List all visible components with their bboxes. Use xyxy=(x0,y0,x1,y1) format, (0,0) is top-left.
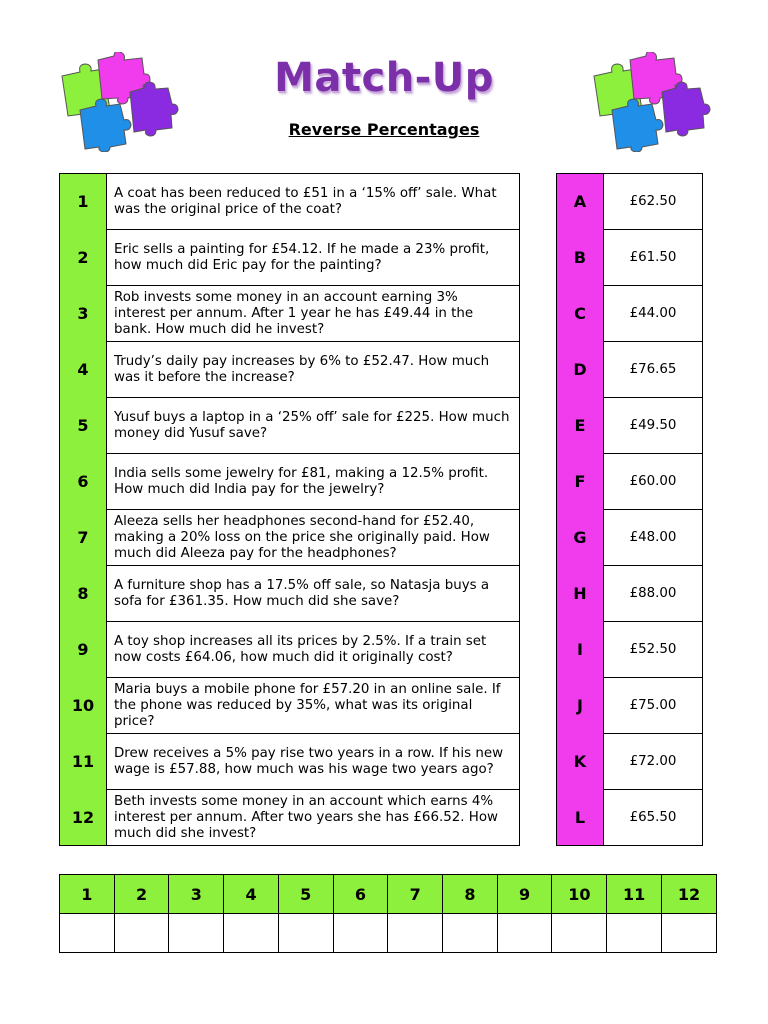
answer-row xyxy=(557,398,703,454)
answer-value: £62.50 xyxy=(604,174,703,230)
grid-header-cell: 4 xyxy=(224,875,279,914)
answer-grid xyxy=(59,874,717,953)
question-text: Trudy’s daily pay increases by 6% to £52.47. How much was it before the increase? xyxy=(107,342,520,398)
question-row xyxy=(60,398,520,454)
grid-answer-cell[interactable] xyxy=(224,914,279,953)
grid-answer-cell[interactable] xyxy=(278,914,333,953)
answer-value: £88.00 xyxy=(604,566,703,622)
question-number: 4 xyxy=(60,342,107,398)
answer-letter: I xyxy=(557,622,604,678)
question-number: 5 xyxy=(60,398,107,454)
question-text: Eric sells a painting for £54.12. If he made a 23% profit, how much did Eric pay for the painting? xyxy=(107,230,520,286)
answer-letter: L xyxy=(557,790,604,846)
answer-letter: C xyxy=(557,286,604,342)
answer-letter: A xyxy=(557,174,604,230)
grid-answer-cell[interactable] xyxy=(497,914,552,953)
question-text: A coat has been reduced to £51 in a ‘15% off’ sale. What was the original price of the coat? xyxy=(107,174,520,230)
answer-letter: F xyxy=(557,454,604,510)
page-subtitle: Reverse Percentages xyxy=(288,120,480,139)
question-row xyxy=(60,454,520,510)
grid-answer-cell[interactable] xyxy=(169,914,224,953)
grid-answer-cell[interactable] xyxy=(114,914,169,953)
question-row xyxy=(60,622,520,678)
grid-header-cell: 3 xyxy=(169,875,224,914)
page-title: Match-Up xyxy=(274,55,494,101)
answer-value: £52.50 xyxy=(604,622,703,678)
answer-letter: G xyxy=(557,510,604,566)
grid-answer-cell[interactable] xyxy=(443,914,498,953)
answer-row xyxy=(557,454,703,510)
answer-value: £48.00 xyxy=(604,510,703,566)
answer-letter: H xyxy=(557,566,604,622)
answer-row xyxy=(557,174,703,230)
answer-row xyxy=(557,734,703,790)
question-text: Maria buys a mobile phone for £57.20 in an online sale. If the phone was reduced by 35%, what was its original price? xyxy=(107,678,520,734)
question-row xyxy=(60,790,520,846)
question-number: 10 xyxy=(60,678,107,734)
answers-table xyxy=(556,173,703,846)
grid-header-cell: 12 xyxy=(662,875,717,914)
grid-answer-cell[interactable] xyxy=(552,914,607,953)
grid-header-cell: 11 xyxy=(607,875,662,914)
grid-header-cell: 7 xyxy=(388,875,443,914)
question-row xyxy=(60,230,520,286)
answer-value: £61.50 xyxy=(604,230,703,286)
answer-row xyxy=(557,622,703,678)
answer-letter: K xyxy=(557,734,604,790)
answer-value: £76.65 xyxy=(604,342,703,398)
answer-row xyxy=(557,678,703,734)
answer-value: £60.00 xyxy=(604,454,703,510)
question-row xyxy=(60,734,520,790)
answer-letter: B xyxy=(557,230,604,286)
question-number: 8 xyxy=(60,566,107,622)
question-row xyxy=(60,342,520,398)
question-number: 12 xyxy=(60,790,107,846)
question-text: Drew receives a 5% pay rise two years in a row. If his new wage is £57.88, how much was his wage two years ago? xyxy=(107,734,520,790)
question-number: 11 xyxy=(60,734,107,790)
answer-row xyxy=(557,566,703,622)
answer-row xyxy=(557,286,703,342)
question-number: 7 xyxy=(60,510,107,566)
grid-header-cell: 6 xyxy=(333,875,388,914)
grid-answer-cell[interactable] xyxy=(333,914,388,953)
question-row xyxy=(60,174,520,230)
question-row xyxy=(60,286,520,342)
question-text: A toy shop increases all its prices by 2.5%. If a train set now costs £64.06, how much did it originally cost? xyxy=(107,622,520,678)
answer-row xyxy=(557,790,703,846)
answer-value: £49.50 xyxy=(604,398,703,454)
answer-letter: D xyxy=(557,342,604,398)
question-number: 1 xyxy=(60,174,107,230)
grid-header-cell: 8 xyxy=(443,875,498,914)
grid-header-cell: 2 xyxy=(114,875,169,914)
question-text: A furniture shop has a 17.5% off sale, so Natasja buys a sofa for £361.35. How much did she save? xyxy=(107,566,520,622)
answer-value: £72.00 xyxy=(604,734,703,790)
question-number: 2 xyxy=(60,230,107,286)
answer-letter: E xyxy=(557,398,604,454)
grid-answer-cell[interactable] xyxy=(607,914,662,953)
question-row xyxy=(60,678,520,734)
question-text: Beth invests some money in an account which earns 4% interest per annum. After two years she has £66.52. How much did she invest? xyxy=(107,790,520,846)
question-text: Aleeza sells her headphones second-hand for £52.40, making a 20% loss on the price she originally paid. How much did Aleeza pay for the headphones? xyxy=(107,510,520,566)
answer-letter: J xyxy=(557,678,604,734)
answer-row xyxy=(557,230,703,286)
answer-value: £65.50 xyxy=(604,790,703,846)
question-text: Yusuf buys a laptop in a ‘25% off’ sale for £225. How much money did Yusuf save? xyxy=(107,398,520,454)
grid-answer-cell[interactable] xyxy=(662,914,717,953)
grid-header-cell: 10 xyxy=(552,875,607,914)
question-number: 3 xyxy=(60,286,107,342)
question-row xyxy=(60,566,520,622)
grid-header-cell: 9 xyxy=(497,875,552,914)
answer-value: £75.00 xyxy=(604,678,703,734)
questions-table xyxy=(59,173,520,846)
question-text: Rob invests some money in an account earning 3% interest per annum. After 1 year he has £49.44 in the bank. How much did he invest? xyxy=(107,286,520,342)
question-number: 6 xyxy=(60,454,107,510)
grid-header-cell: 1 xyxy=(60,875,115,914)
grid-answer-cell[interactable] xyxy=(388,914,443,953)
grid-header-cell: 5 xyxy=(278,875,333,914)
grid-answer-cell[interactable] xyxy=(60,914,115,953)
question-number: 9 xyxy=(60,622,107,678)
answer-row xyxy=(557,510,703,566)
answer-row xyxy=(557,342,703,398)
question-row xyxy=(60,510,520,566)
question-text: India sells some jewelry for £81, making a 12.5% profit. How much did India pay for the jewelry? xyxy=(107,454,520,510)
answer-value: £44.00 xyxy=(604,286,703,342)
